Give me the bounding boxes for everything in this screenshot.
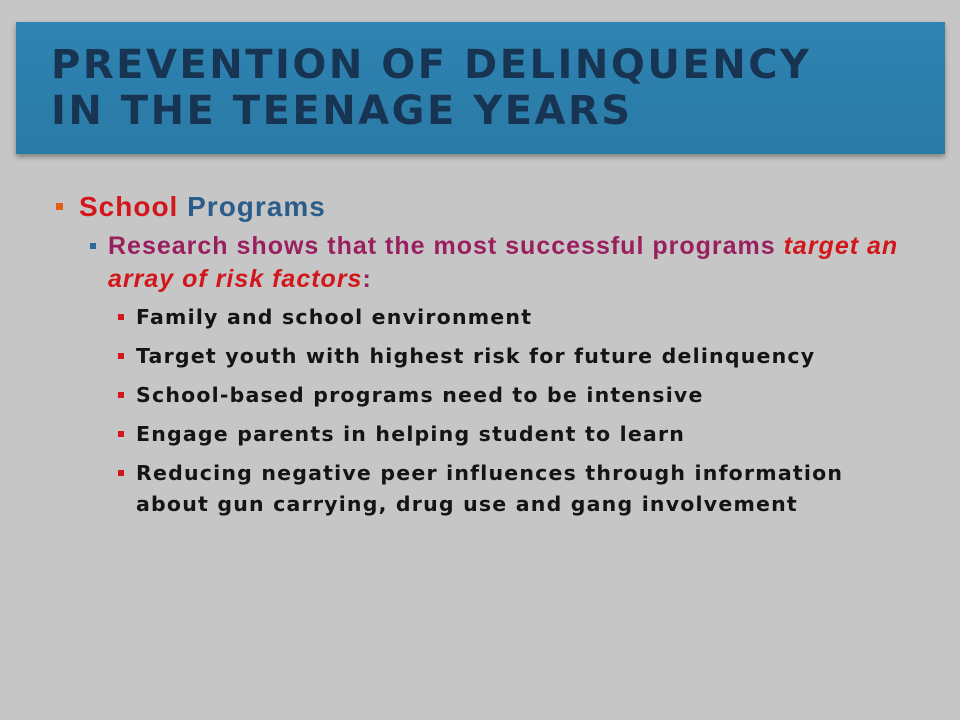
- square-bullet-icon: [90, 243, 96, 249]
- research-text: Research shows that the most successful programs: [108, 232, 784, 260]
- list-item-text: School-based programs need to be intensive: [136, 383, 704, 407]
- list-item: [118, 380, 876, 411]
- square-bullet-icon: [56, 203, 63, 210]
- square-bullet-icon: [118, 353, 124, 359]
- bullet-level2-research: [90, 230, 936, 296]
- square-bullet-icon: [118, 314, 124, 320]
- list-item-text: Family and school environment: [136, 305, 533, 329]
- square-bullet-icon: [118, 431, 124, 437]
- square-bullet-icon: [118, 470, 124, 476]
- list-item: [118, 419, 876, 450]
- risk-factor-list: [118, 302, 936, 520]
- slide-title-line-2: IN THE TEENAGE YEARS: [51, 88, 633, 134]
- slide-content: [56, 186, 936, 528]
- square-bullet-icon: [118, 392, 124, 398]
- list-item: [118, 341, 876, 372]
- school-word: School: [79, 191, 179, 222]
- list-item: [118, 302, 876, 333]
- list-item-text: Engage parents in helping student to learn: [136, 422, 686, 446]
- list-item: [118, 458, 876, 520]
- research-emphasis: target an array of risk factors: [108, 232, 899, 293]
- bullet-level1-school-programs: [56, 186, 936, 228]
- slide-title-line-1: PREVENTION OF DELINQUENCY: [51, 42, 812, 88]
- research-colon: :: [362, 265, 372, 293]
- list-item-text: Target youth with highest risk for future delinquency: [136, 344, 816, 368]
- list-item-text: Reducing negative peer influences through information about gun carrying, drug use and gang involvement: [136, 461, 844, 516]
- programs-word: Programs: [187, 191, 326, 222]
- title-banner: [16, 22, 945, 154]
